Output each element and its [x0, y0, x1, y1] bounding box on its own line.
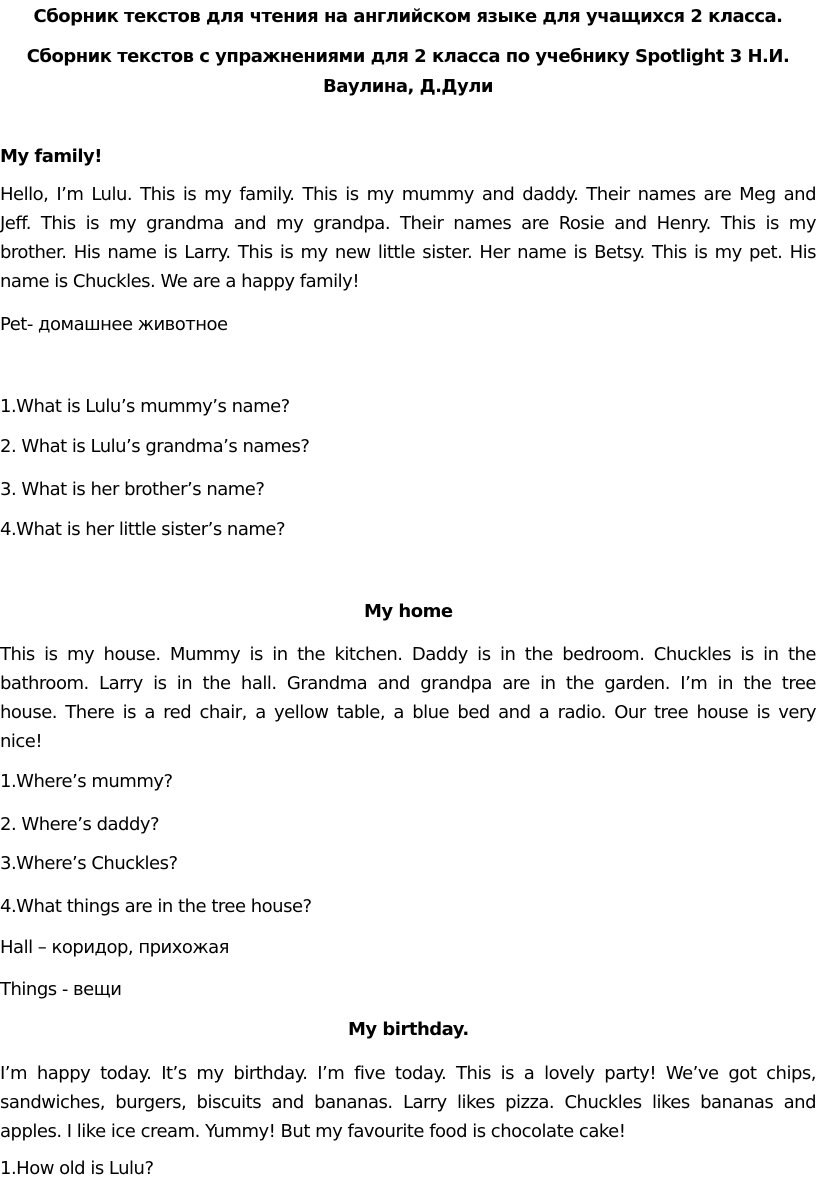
section-heading-birthday: My birthday.: [348, 1019, 469, 1040]
section-heading-home: My home: [364, 601, 453, 622]
family-question: 2. What is Lulu’s grandma’s names?: [0, 436, 310, 457]
section-heading-family: My family!: [0, 146, 102, 167]
birthday-paragraph-line: I’m happy today. It’s my birthday. I’m five today. This is a lovely party! We’ve got chips,: [0, 1063, 816, 1084]
document-title-line-3: Ваулина, Д.Дули: [322, 76, 493, 97]
home-vocab-note: Things - вещи: [0, 979, 122, 1000]
family-paragraph-line: name is Chuckles. We are a happy family!: [0, 271, 360, 292]
home-paragraph-line: bathroom. Larry is in the hall. Grandma and grandpa are in the garden. I’m in the tree: [0, 673, 816, 694]
family-question: 4.What is her little sister’s name?: [0, 519, 286, 540]
family-paragraph-line: brother. His name is Larry. This is my new little sister. Her name is Betsy. This is my pet. His: [0, 242, 816, 263]
document-title-line-1: Сборник текстов для чтения на английском языке для учащихся 2 класса.: [33, 6, 783, 27]
home-question: 3.Where’s Chuckles?: [0, 853, 178, 874]
family-question: 1.What is Lulu’s mummy’s name?: [0, 396, 290, 417]
home-vocab-note: Hall – коридор, прихожая: [0, 937, 229, 958]
family-paragraph-line: Jeff. This is my grandma and my grandpa. Their names are Rosie and Henry. This is my: [0, 213, 816, 234]
document-title-line-2: Сборник текстов с упражнениями для 2 класса по учебнику Spotlight 3 Н.И.: [26, 46, 790, 67]
birthday-paragraph-line: apples. I like ice cream. Yummy! But my favourite food is chocolate cake!: [0, 1121, 626, 1142]
family-question: 3. What is her brother’s name?: [0, 479, 265, 500]
home-paragraph-line: house. There is a red chair, a yellow table, a blue bed and a radio. Our tree house is very: [0, 702, 816, 723]
home-paragraph-line: This is my house. Mummy is in the kitchen. Daddy is in the bedroom. Chuckles is in the: [0, 644, 816, 665]
birthday-question: 1.How old is Lulu?: [0, 1158, 154, 1179]
home-question: 4.What things are in the tree house?: [0, 896, 312, 917]
birthday-paragraph-line: sandwiches, burgers, biscuits and bananas. Larry likes pizza. Chuckles likes bananas and: [0, 1092, 816, 1113]
home-question: 2. Where’s daddy?: [0, 814, 160, 835]
home-question: 1.Where’s mummy?: [0, 771, 173, 792]
family-vocab-note: Pet- домашнее животное: [0, 314, 228, 335]
family-paragraph-line: Hello, I’m Lulu. This is my family. This is my mummy and daddy. Their names are Meg and: [0, 184, 816, 205]
home-paragraph-line: nice!: [0, 731, 43, 752]
